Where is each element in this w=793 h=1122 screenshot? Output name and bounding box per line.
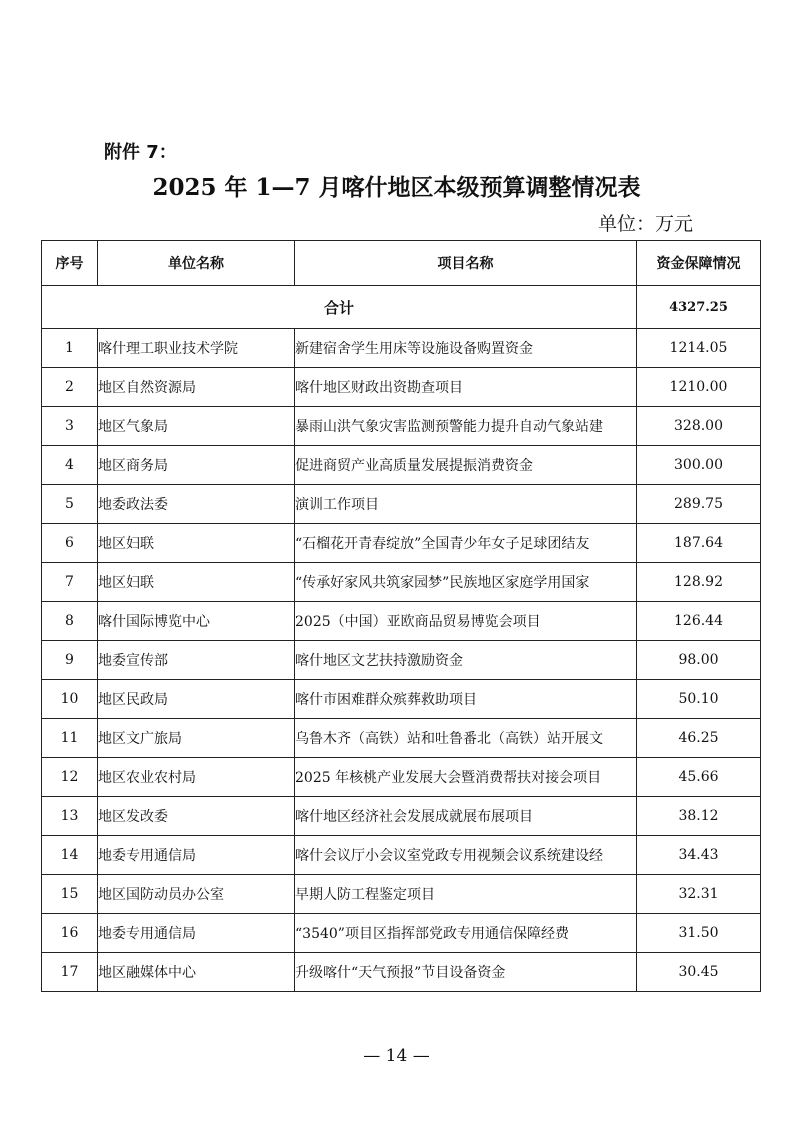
row-amount: 187.64 xyxy=(637,524,761,563)
table-row xyxy=(42,836,761,875)
row-project-name: 演训工作项目 xyxy=(295,485,637,524)
row-amount: 300.00 xyxy=(637,446,761,485)
row-seq: 8 xyxy=(42,602,98,641)
table-row xyxy=(42,407,761,446)
table-row xyxy=(42,641,761,680)
row-project-name: 喀什地区文艺扶持激励资金 xyxy=(295,641,637,680)
row-unit-name: 地委宣传部 xyxy=(98,641,295,680)
table-row xyxy=(42,329,761,368)
row-seq: 15 xyxy=(42,875,98,914)
budget-table xyxy=(41,240,761,992)
table-row xyxy=(42,446,761,485)
table-row xyxy=(42,368,761,407)
table-header-row xyxy=(42,241,761,286)
row-project-name: 2025 年核桃产业发展大会暨消费帮扶对接会项目 xyxy=(295,758,637,797)
row-unit-name: 地委专用通信局 xyxy=(98,914,295,953)
row-unit-name: 地区民政局 xyxy=(98,680,295,719)
row-project-name: 喀什会议厅小会议室党政专用视频会议系统建设经 xyxy=(295,836,637,875)
row-unit-name: 地区国防动员办公室 xyxy=(98,875,295,914)
row-project-name: 早期人防工程鉴定项目 xyxy=(295,875,637,914)
row-project-name: 2025（中国）亚欧商品贸易博览会项目 xyxy=(295,602,637,641)
row-project-name: 喀什地区财政出资勘查项目 xyxy=(295,368,637,407)
row-seq: 17 xyxy=(42,953,98,992)
row-seq: 13 xyxy=(42,797,98,836)
table-row xyxy=(42,680,761,719)
row-project-name: 喀什市困难群众殡葬救助项目 xyxy=(295,680,637,719)
row-unit-name: 地区农业农村局 xyxy=(98,758,295,797)
row-unit-name: 地区妇联 xyxy=(98,563,295,602)
table-row xyxy=(42,797,761,836)
row-project-name: 乌鲁木齐（高铁）站和吐鲁番北（高铁）站开展文 xyxy=(295,719,637,758)
row-amount: 1210.00 xyxy=(637,368,761,407)
row-unit-name: 喀什国际博览中心 xyxy=(98,602,295,641)
table-row xyxy=(42,875,761,914)
row-project-name: 促进商贸产业高质量发展提振消费资金 xyxy=(295,446,637,485)
table-row xyxy=(42,758,761,797)
row-amount: 1214.05 xyxy=(637,329,761,368)
row-amount: 46.25 xyxy=(637,719,761,758)
row-project-name: “传承好家风共筑家园梦”民族地区家庭学用国家 xyxy=(295,563,637,602)
row-seq: 4 xyxy=(42,446,98,485)
row-amount: 34.43 xyxy=(637,836,761,875)
row-seq: 7 xyxy=(42,563,98,602)
row-amount: 98.00 xyxy=(637,641,761,680)
col-header-amount: 资金保障情况 xyxy=(637,241,761,286)
row-unit-name: 地区气象局 xyxy=(98,407,295,446)
row-seq: 10 xyxy=(42,680,98,719)
attachment-label: 附件 7： xyxy=(104,142,177,163)
row-seq: 14 xyxy=(42,836,98,875)
row-amount: 50.10 xyxy=(637,680,761,719)
row-unit-name: 地委专用通信局 xyxy=(98,836,295,875)
row-seq: 6 xyxy=(42,524,98,563)
row-project-name: “3540”项目区指挥部党政专用通信保障经费 xyxy=(295,914,637,953)
row-amount: 31.50 xyxy=(637,914,761,953)
row-project-name: “石榴花开青春绽放”全国青少年女子足球团结友 xyxy=(295,524,637,563)
row-amount: 289.75 xyxy=(637,485,761,524)
row-seq: 3 xyxy=(42,407,98,446)
row-seq: 1 xyxy=(42,329,98,368)
table-row xyxy=(42,524,761,563)
row-unit-name: 喀什理工职业技术学院 xyxy=(98,329,295,368)
row-unit-name: 地区妇联 xyxy=(98,524,295,563)
table-row xyxy=(42,719,761,758)
row-seq: 11 xyxy=(42,719,98,758)
row-seq: 5 xyxy=(42,485,98,524)
total-value: 4327.25 xyxy=(637,286,761,329)
col-header-seq: 序号 xyxy=(42,241,98,286)
row-amount: 126.44 xyxy=(637,602,761,641)
page-title: 2025 年 1—7 月喀什地区本级预算调整情况表 xyxy=(152,174,641,201)
row-amount: 45.66 xyxy=(637,758,761,797)
table-row xyxy=(42,953,761,992)
table-row xyxy=(42,563,761,602)
table-row xyxy=(42,485,761,524)
col-header-unit: 单位名称 xyxy=(98,241,295,286)
row-unit-name: 地区自然资源局 xyxy=(98,368,295,407)
row-amount: 38.12 xyxy=(637,797,761,836)
row-project-name: 暴雨山洪气象灾害监测预警能力提升自动气象站建 xyxy=(295,407,637,446)
row-amount: 30.45 xyxy=(637,953,761,992)
total-row xyxy=(42,286,761,329)
row-seq: 9 xyxy=(42,641,98,680)
row-unit-name: 地区融媒体中心 xyxy=(98,953,295,992)
row-seq: 2 xyxy=(42,368,98,407)
total-label: 合计 xyxy=(42,286,637,329)
row-unit-name: 地区商务局 xyxy=(98,446,295,485)
col-header-project: 项目名称 xyxy=(295,241,637,286)
row-amount: 32.31 xyxy=(637,875,761,914)
table-row xyxy=(42,914,761,953)
row-seq: 16 xyxy=(42,914,98,953)
row-project-name: 喀什地区经济社会发展成就展布展项目 xyxy=(295,797,637,836)
row-seq: 12 xyxy=(42,758,98,797)
row-unit-name: 地区文广旅局 xyxy=(98,719,295,758)
page-number: — 14 — xyxy=(363,1046,430,1066)
row-project-name: 新建宿舍学生用床等设施设备购置资金 xyxy=(295,329,637,368)
row-unit-name: 地委政法委 xyxy=(98,485,295,524)
row-unit-name: 地区发改委 xyxy=(98,797,295,836)
row-amount: 328.00 xyxy=(637,407,761,446)
table-row xyxy=(42,602,761,641)
row-amount: 128.92 xyxy=(637,563,761,602)
row-project-name: 升级喀什“天气预报”节目设备资金 xyxy=(295,953,637,992)
unit-label: 单位：万元 xyxy=(597,213,693,235)
